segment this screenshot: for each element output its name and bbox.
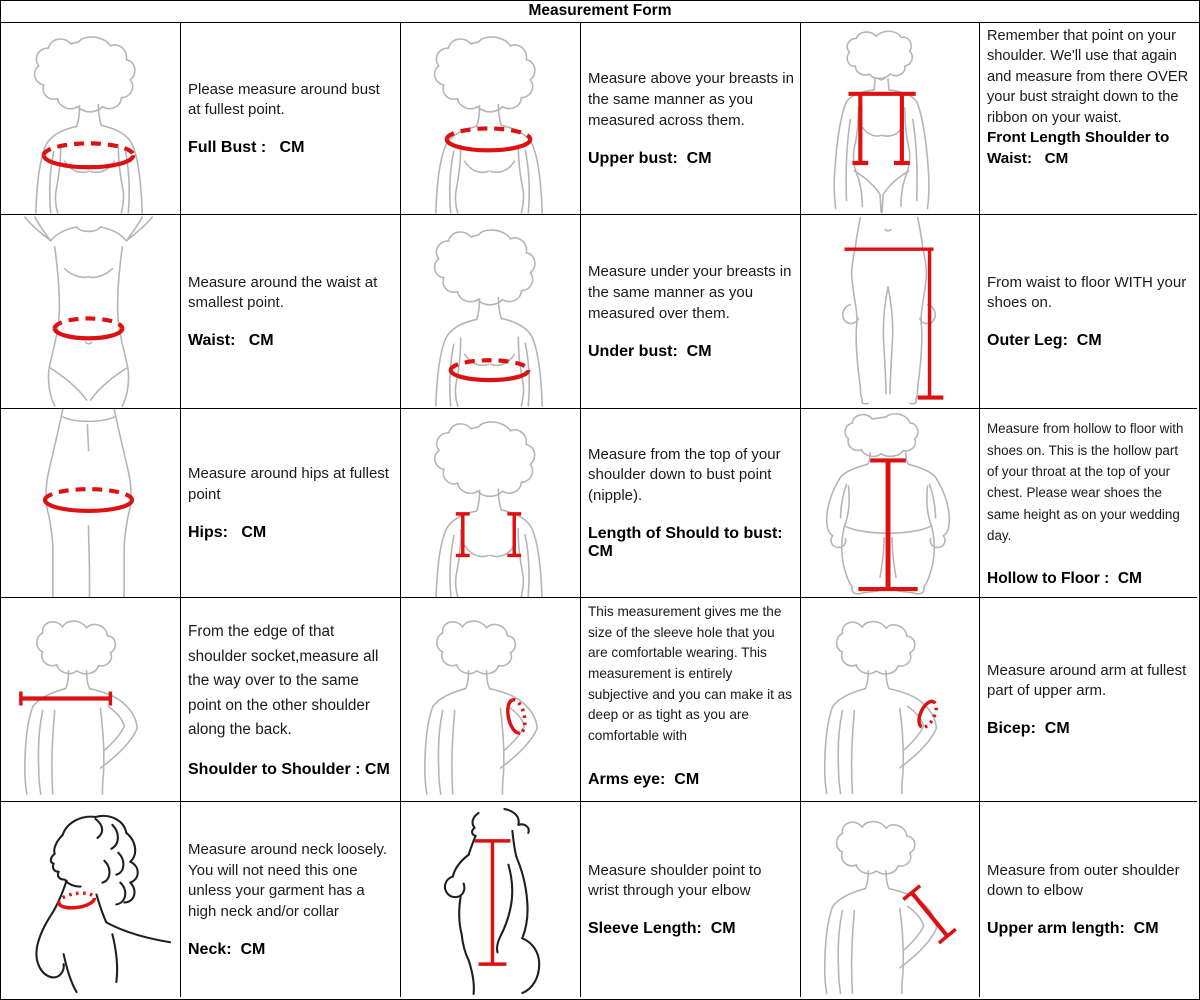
cell-neck-figure	[1, 802, 181, 997]
measure-label: Arms eye: CM	[588, 770, 700, 788]
shoulder-to-bust-figure	[401, 409, 580, 597]
cell-under-bust-figure	[401, 215, 581, 409]
instruction-text: Measure shoulder point to wrist through your elbow	[588, 861, 766, 900]
measure-label: Upper bust: CM	[588, 149, 712, 167]
cell-upper-bust-text	[581, 23, 801, 215]
instruction-text: Please measure around bust at fullest point.	[188, 80, 384, 119]
instruction-text: Measure around hips at fullest point	[188, 465, 394, 503]
instruction-text: Measure around the waist at smallest point.	[188, 273, 382, 312]
cell-sleeve-length-figure	[401, 802, 581, 997]
instruction-text: Measure from the top of your shoulder down to bust point (nipple).	[588, 445, 785, 505]
measure-label: Outer Leg: CM	[987, 332, 1102, 350]
cell-outer-leg-text	[980, 215, 1197, 409]
instruction-text: Measure above your breasts in the same manner as you measured across them.	[588, 70, 799, 129]
instruction-text: Measure from hollow to floor with shoes on. This is the hollow part of your throat at the top of your chest. Please wear shoes the same height as on your wedding day.	[987, 421, 1188, 544]
instruction-text: This measurement gives me the size of the sleeve hole that you are comfortable wearing. This measurement is entirely subjective and you can make it as deep or as tight as you are comfortable with	[588, 604, 796, 743]
under-bust-figure	[401, 215, 580, 408]
measure-label: Waist: CM	[188, 332, 274, 350]
instruction-text: From the edge of that shoulder socket,measure all the way over to the same point on the other shoulder along the back.	[188, 623, 383, 738]
measurement-grid	[1, 23, 1199, 999]
cell-waist-figure	[1, 215, 181, 409]
cell-shoulder-to-bust-text	[581, 409, 801, 598]
measure-label: Hollow to Floor : CM	[987, 569, 1142, 587]
measure-label: Upper arm length: CM	[987, 920, 1159, 938]
measure-label: Hips: CM	[188, 523, 267, 541]
cell-upper-bust-figure	[401, 23, 581, 215]
full-bust-figure	[1, 23, 180, 214]
cell-sleeve-length-text	[581, 802, 801, 997]
cell-hips-figure	[1, 409, 181, 598]
cell-upper-arm-length-figure	[801, 802, 980, 997]
arms-eye-figure	[401, 598, 580, 801]
cell-front-length-figure	[801, 23, 980, 215]
cell-upper-arm-length-text	[980, 802, 1197, 997]
neck-figure	[1, 802, 180, 997]
measure-label: Bicep: CM	[987, 720, 1070, 738]
sleeve-length-figure	[401, 802, 580, 997]
cell-bicep-text	[980, 598, 1197, 802]
hips-figure	[1, 409, 180, 597]
instruction-text: Measure under your breasts in the same manner as you measured over them.	[588, 263, 796, 322]
measure-label: Front Length Shoulder to Waist: CM	[987, 129, 1174, 167]
instruction-text: Remember that point on your shoulder. We'll use that again and measure from there OVER your bust straight down to the ribbon on your waist.	[987, 28, 1193, 126]
shoulder-to-shoulder-figure	[1, 598, 180, 801]
waist-figure	[1, 215, 180, 408]
cell-arms-eye-text	[581, 598, 801, 802]
bicep-figure	[801, 598, 979, 801]
instruction-text: From waist to floor WITH your shoes on.	[987, 273, 1191, 312]
page-title: Measurement Form	[1, 1, 1199, 23]
cell-waist-text	[181, 215, 401, 409]
cell-hollow-to-floor-text	[980, 409, 1197, 598]
measure-label: Length of Should to bust: CM	[588, 525, 792, 561]
measure-label: Full Bust : CM	[188, 139, 305, 157]
outer-leg-figure	[801, 215, 979, 408]
cell-under-bust-text	[581, 215, 801, 409]
instruction-text: Measure around neck loosely. You will not need this one unless your garment has a high neck and/or collar	[188, 840, 391, 920]
cell-front-length-text	[980, 23, 1197, 215]
instruction-text: Measure from outer shoulder down to elbow	[987, 861, 1184, 900]
cell-outer-leg-figure	[801, 215, 980, 409]
hollow-to-floor-figure	[801, 409, 979, 597]
measure-label: Shoulder to Shoulder : CM	[188, 760, 390, 778]
measure-label: Sleeve Length: CM	[588, 920, 736, 938]
cell-shoulder-to-bust-figure	[401, 409, 581, 598]
cell-hollow-to-floor-figure	[801, 409, 980, 598]
cell-arms-eye-figure	[401, 598, 581, 802]
measure-label: Under bust: CM	[588, 342, 712, 360]
cell-full-bust-text	[181, 23, 401, 215]
upper-arm-length-figure	[801, 802, 979, 997]
cell-shoulder-to-shoulder-figure	[1, 598, 181, 802]
instruction-text: Measure around arm at fullest part of upper arm.	[987, 661, 1191, 700]
cell-bicep-figure	[801, 598, 980, 802]
cell-neck-text	[181, 802, 401, 997]
measure-label: Neck: CM	[188, 941, 266, 959]
cell-shoulder-to-shoulder-text	[181, 598, 401, 802]
cell-full-bust-figure	[1, 23, 181, 215]
upper-bust-figure	[401, 23, 580, 214]
cell-hips-text	[181, 409, 401, 598]
front-length-figure	[801, 23, 979, 214]
